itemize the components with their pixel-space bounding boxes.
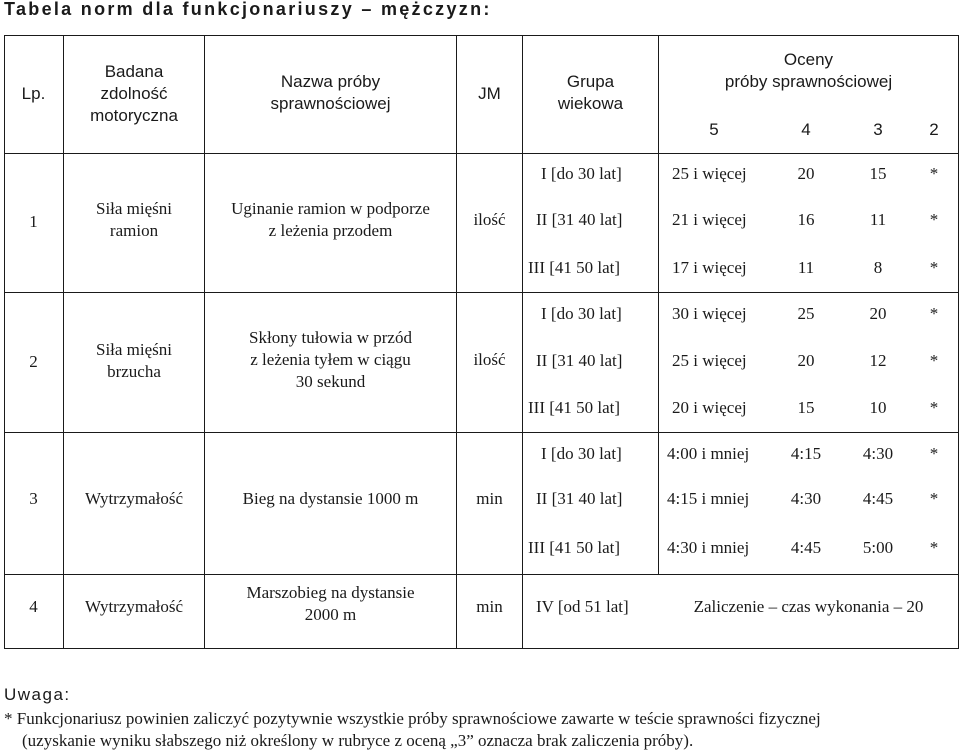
row-1-grade3-1: 15 <box>869 164 887 183</box>
row-4-lp: 4 <box>29 597 38 616</box>
row-2-grade3-2: 12 <box>869 351 887 370</box>
row-4-test <box>205 582 456 626</box>
row-2-grade4-2: 20 <box>797 351 815 370</box>
row-1-group-2: II [31 40 lat] <box>536 210 623 229</box>
row-4-pass-note: Zaliczenie – czas wykonania – 20 <box>693 597 924 616</box>
row-1-test-line: Uginanie ramion w podporze <box>231 199 430 218</box>
row-1-grade2-3: * <box>929 258 939 277</box>
row-3-grade4-1: 4:15 <box>790 444 822 463</box>
row-2-test-line: Skłony tułowia w przód <box>249 328 412 347</box>
row-3-grade3-3: 5:00 <box>862 538 894 557</box>
row-1-grade5-1: 25 i więcej <box>672 164 747 183</box>
header-grades-title-line: Oceny <box>783 50 834 69</box>
row-2-ability-line: Siła mięśni <box>95 340 173 359</box>
row-2-grade4-1: 25 <box>797 304 815 323</box>
row-2-group-1: I [do 30 lat] <box>541 304 622 323</box>
header-grade-3: 3 <box>873 120 883 139</box>
row-3-grade2-1: * <box>929 444 939 463</box>
row-1-ability-line: Siła mięśni <box>95 199 173 218</box>
row-2-group-2: II [31 40 lat] <box>536 351 623 370</box>
row-1-grade4-2: 16 <box>797 210 815 229</box>
row-divider-1 <box>4 292 959 293</box>
row-2-test-line: z leżenia tyłem w ciągu <box>250 350 411 369</box>
row-3-group-1: I [do 30 lat] <box>541 444 622 463</box>
row-2-grade5-3: 20 i więcej <box>672 398 747 417</box>
header-test-name-line: Nazwa próby <box>280 72 381 91</box>
row-2-ability-line: brzucha <box>107 362 161 381</box>
row-3-grade5-2: 4:15 i mniej <box>667 489 750 508</box>
row-divider-2 <box>4 432 959 433</box>
col-line-right <box>958 35 959 649</box>
row-3-group-3: III [41 50 lat] <box>528 538 621 557</box>
header-age-group-line: wiekowa <box>557 94 624 113</box>
header-ability-line: zdolność <box>100 84 168 103</box>
header-ability <box>64 61 204 127</box>
page-title: Tabela norm dla funkcjonariuszy – mężczyzn: <box>4 0 492 19</box>
row-1-grade4-3: 11 <box>797 258 815 277</box>
row-3-grade5-1: 4:00 i mniej <box>667 444 750 463</box>
header-divider <box>4 153 959 154</box>
row-2-test-line: 30 sekund <box>295 372 366 391</box>
row-2-grade3-3: 10 <box>869 398 887 417</box>
header-ability-line: motoryczna <box>90 106 178 125</box>
row-1-unit: ilość <box>473 210 506 229</box>
row-1-grade3-2: 11 <box>869 210 887 229</box>
row-4-test-line: Marszobieg na dystansie <box>246 583 415 602</box>
row-3-grade4-3: 4:45 <box>790 538 822 557</box>
header-grades-title <box>659 49 958 93</box>
header-lp: Lp. <box>21 84 46 103</box>
row-1-grade5-2: 21 i więcej <box>672 210 747 229</box>
row-1-grade2-1: * <box>929 164 939 183</box>
row-2-grade3-1: 20 <box>869 304 887 323</box>
col-line-3 <box>456 35 457 649</box>
row-1-grade3-3: 8 <box>873 258 883 277</box>
row-1-lp: 1 <box>29 212 38 231</box>
row-1-group-3: III [41 50 lat] <box>528 258 621 277</box>
header-age-group-line: Grupa <box>566 72 615 91</box>
col-line-left <box>4 35 5 649</box>
col-line-4 <box>522 35 523 649</box>
row-2-lp: 2 <box>29 352 38 371</box>
note-label: Uwaga: <box>4 685 71 704</box>
header-grade-4: 4 <box>801 120 811 139</box>
row-2-ability <box>64 339 204 383</box>
row-3-grade2-2: * <box>929 489 939 508</box>
header-grades-title-line: próby sprawnościowej <box>724 72 893 91</box>
row-3-grade2-3: * <box>929 538 939 557</box>
row-3-ability: Wytrzymałość <box>84 489 184 508</box>
header-unit: JM <box>478 84 501 103</box>
row-3-group-2: II [31 40 lat] <box>536 489 623 508</box>
header-test-name-line: sprawnościowej <box>270 94 391 113</box>
row-3-unit: min <box>476 489 503 508</box>
row-1-test <box>205 198 456 242</box>
row-2-grade5-2: 25 i więcej <box>672 351 747 370</box>
row-2-grade4-3: 15 <box>797 398 815 417</box>
table-border-top <box>4 35 959 36</box>
row-2-group-3: III [41 50 lat] <box>528 398 621 417</box>
row-2-grade2-2: * <box>929 351 939 370</box>
col-line-5 <box>658 35 659 574</box>
row-3-grade4-2: 4:30 <box>790 489 822 508</box>
row-2-grade5-1: 30 i więcej <box>672 304 747 323</box>
header-age-group <box>523 71 658 115</box>
header-grade-5: 5 <box>709 120 719 139</box>
row-divider-3 <box>4 574 959 575</box>
note-line-2: (uzyskanie wyniku słabszego niż określony w rubryce z oceną „3” oznacza brak zaliczenia próby). <box>22 731 694 750</box>
header-test-name <box>205 71 456 115</box>
header-ability-line: Badana <box>104 62 164 81</box>
row-1-ability-line: ramion <box>109 221 159 240</box>
table-border-bottom <box>4 648 959 649</box>
row-1-group-1: I [do 30 lat] <box>541 164 622 183</box>
row-1-grade2-2: * <box>929 210 939 229</box>
row-4-test-line: 2000 m <box>304 605 357 624</box>
row-2-grade2-3: * <box>929 398 939 417</box>
row-4-group: IV [od 51 lat] <box>536 597 629 616</box>
row-1-ability <box>64 198 204 242</box>
row-3-grade5-3: 4:30 i mniej <box>667 538 750 557</box>
row-2-unit: ilość <box>473 350 506 369</box>
row-1-grade5-3: 17 i więcej <box>672 258 747 277</box>
row-4-ability: Wytrzymałość <box>84 597 184 616</box>
row-1-grade4-1: 20 <box>797 164 815 183</box>
row-3-test: Bieg na dystansie 1000 m <box>242 489 419 508</box>
row-3-grade3-1: 4:30 <box>862 444 894 463</box>
row-4-unit: min <box>476 597 503 616</box>
row-2-grade2-1: * <box>929 304 939 323</box>
row-2-test <box>205 327 456 393</box>
header-grade-2: 2 <box>929 120 939 139</box>
row-1-test-line: z leżenia przodem <box>268 221 393 240</box>
note-line-1: * Funkcjonariusz powinien zaliczyć pozytywnie wszystkie próby sprawnościowe zawarte w teście sprawności fizycznej <box>4 709 821 728</box>
row-3-lp: 3 <box>29 489 38 508</box>
row-3-grade3-2: 4:45 <box>862 489 894 508</box>
